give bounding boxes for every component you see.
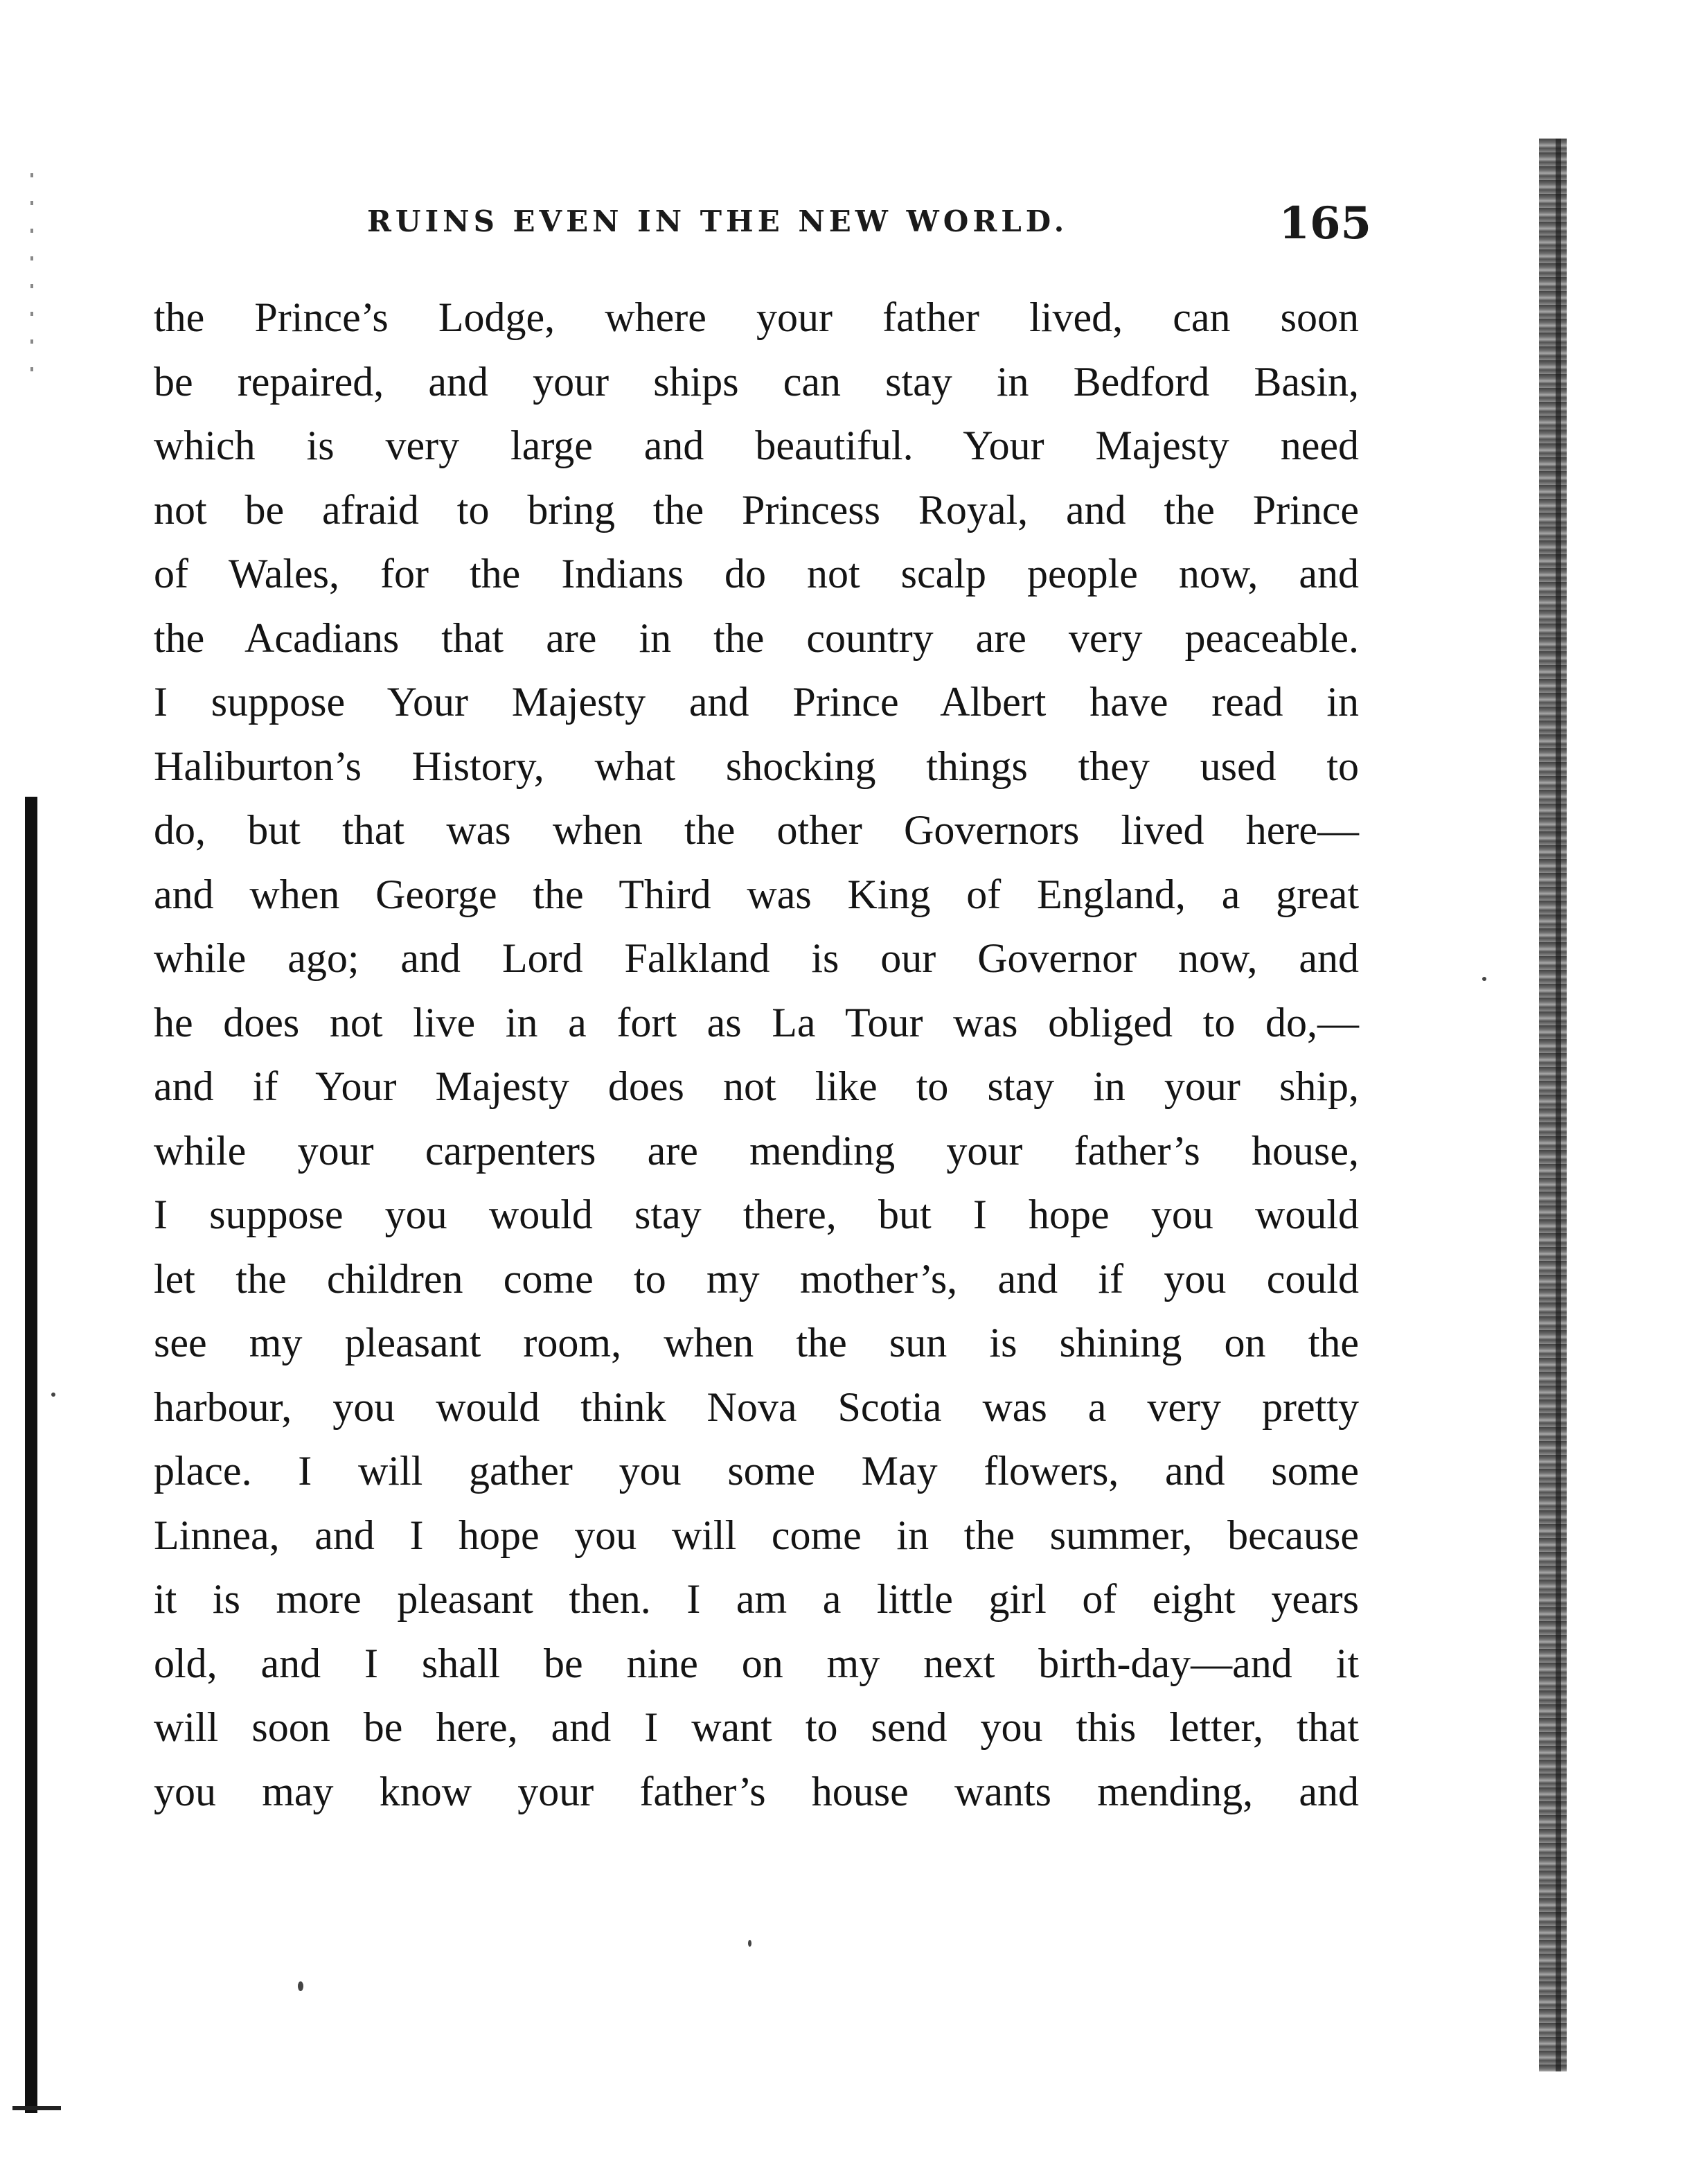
text-line: do, but that was when the other Governors lived here—	[154, 807, 1359, 853]
text-line: you may know your father’s house wants mending, and	[154, 1768, 1359, 1814]
text-line: see my pleasant room, when the sun is shining on the	[154, 1320, 1359, 1366]
text-line: the Acadians that are in the country are very peaceable.	[154, 615, 1359, 661]
text-line: be repaired, and your ships can stay in Bedford Basin,	[154, 358, 1359, 405]
page-header	[367, 197, 1371, 253]
text-line: it is more pleasant then. I am a little girl of eight years	[154, 1576, 1359, 1622]
text-line: place. I will gather you some May flowers, and some	[154, 1448, 1359, 1494]
text-line: Haliburton’s History, what shocking things they used to	[154, 743, 1359, 789]
text-line: which is very large and beautiful. Your Majesty need	[154, 423, 1359, 468]
text-line: I suppose you would stay there, but I hope you would	[154, 1192, 1359, 1237]
scan-speck	[298, 1981, 303, 1991]
text-line: and if Your Majesty does not like to stay in your ship,	[154, 1063, 1359, 1109]
text-line: the Prince’s Lodge, where your father lived, can soon	[154, 294, 1359, 340]
text-line: while your carpenters are mending your father’s house,	[154, 1127, 1359, 1174]
scan-speck	[51, 1393, 55, 1397]
body-text	[154, 285, 1359, 1823]
left-margin-bar-foot	[12, 2106, 61, 2110]
text-line: will soon be here, and I want to send you this letter, that	[154, 1704, 1359, 1750]
right-binding-shadow	[1556, 139, 1561, 2071]
left-margin-bar	[25, 797, 37, 2113]
text-line: let the children come to my mother’s, and if you could	[154, 1255, 1359, 1302]
text-line: while ago; and Lord Falkland is our Governor now, and	[154, 935, 1359, 981]
scan-speck	[748, 1940, 751, 1947]
text-line: he does not live in a fort as La Tour was obliged to do,—	[154, 999, 1359, 1045]
right-binding-edge	[1539, 139, 1567, 2071]
page-number: 165	[1279, 197, 1371, 249]
text-line: of Wales, for the Indians do not scalp people now, and	[154, 551, 1359, 596]
text-line: Linnea, and I hope you will come in the summer, because	[154, 1512, 1359, 1558]
text-line: old, and I shall be nine on my next birth-day—and it	[154, 1640, 1359, 1686]
text-line: not be afraid to bring the Princess Royal, and the Prince	[154, 486, 1359, 533]
text-line: and when George the Third was King of England, a great	[154, 871, 1359, 917]
scan-speck	[1482, 977, 1486, 981]
text-line: I suppose Your Majesty and Prince Albert have read in	[154, 679, 1359, 725]
left-margin-specks	[30, 173, 33, 381]
running-head: RUINS EVEN IN THE NEW WORLD.	[367, 204, 1069, 238]
text-line: harbour, you would think Nova Scotia was a very pretty	[154, 1384, 1359, 1430]
